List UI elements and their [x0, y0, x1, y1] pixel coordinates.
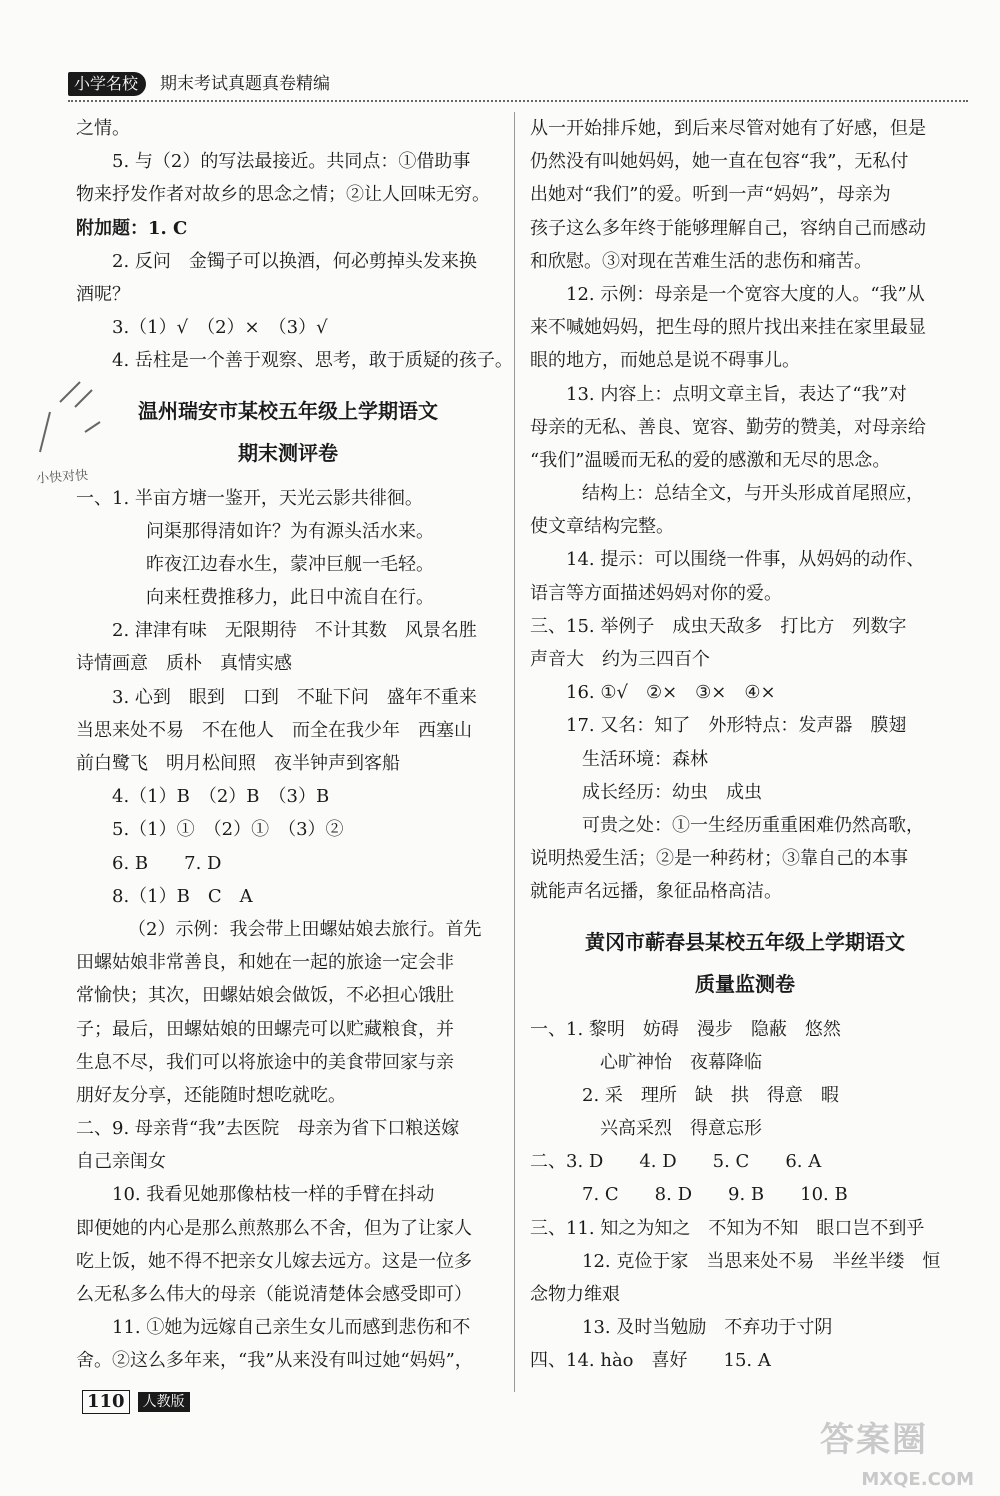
answer-line: 子；最后，田螺姑娘的田螺壳可以贮藏粮食，并: [76, 1018, 454, 1040]
answer-line: 么无私多么伟大的母亲（能说清楚体会感受即可）: [76, 1284, 472, 1305]
answer-line: 兴高采烈 得意忘形: [600, 1118, 762, 1140]
answer-line: 2. 采 理所 缺 拱 得意 暇: [582, 1084, 839, 1106]
handwritten-note: 小快对快: [35, 468, 89, 487]
section-heading: 黄冈市蕲春县某校五年级上学期语文: [585, 929, 905, 954]
answer-line: 3. 心到 眼到 口到 不耻下问 盛年不重来: [112, 686, 477, 708]
answer-line: 念物力维艰: [530, 1284, 620, 1305]
answer-line: 11. ①她为远嫁自己亲生女儿而感到悲伤和不: [112, 1317, 471, 1339]
answer-line: 之情。: [76, 118, 130, 139]
answer-line: 眼的地方，而她总是说不碍事儿。: [530, 350, 800, 372]
answer-line: 向来枉费推移力，此日中流自在行。: [146, 587, 434, 609]
answer-line: 诗情画意 质朴 真情实感: [76, 653, 292, 675]
answer-line: 4.（1）B （2）B （3）B: [112, 786, 330, 808]
answer-line: 即便她的内心是那么煎熬那么不舍，但为了让家人: [76, 1217, 472, 1239]
answer-line: 田螺姑娘非常善良，和她在一起的旅途一定会非: [76, 952, 454, 974]
answer-line: 常愉快；其次，田螺姑娘会做饭，不必担心饿肚: [76, 985, 454, 1007]
answer-line: 吃上饭，她不得不把亲女儿嫁去远方。这是一位多: [76, 1250, 472, 1272]
watermark-url: MXQE.COM: [861, 1469, 974, 1490]
answer-line: 自己亲闺女: [76, 1151, 166, 1173]
answer-line: 13. 内容上：点明文章主旨，表达了“我”对: [566, 383, 907, 405]
answer-line: 声音大 约为三四百个: [530, 649, 710, 670]
answer-line: 物来抒发作者对故乡的思念之情；②让人回味无穷。: [76, 184, 490, 206]
answer-line: 13. 及时当勉励 不弃功于寸阴: [582, 1317, 833, 1339]
answer-line: 舍。②这么多年来，“我”从来没有叫过她“妈妈”，: [76, 1350, 473, 1372]
answer-line: 5. 与（2）的写法最接近。共同点：①借助事: [112, 151, 471, 173]
answer-line: 14. 提示：可以围绕一件事，从妈妈的动作、: [566, 549, 925, 571]
answer-line: 三、15. 举例子 成虫天敌多 打比方 列数字: [530, 615, 907, 637]
answer-line: （2）示例：我会带上田螺姑娘去旅行。首先: [128, 918, 482, 940]
answer-line: 17. 又名：知了 外形特点：发声器 膜翅: [566, 715, 907, 737]
watermark-text: 答案圈: [820, 1420, 928, 1460]
answer-line: 当思来处不易 不在他人 而全在我少年 西塞山: [76, 719, 472, 741]
page-footer: [82, 1390, 190, 1416]
answer-line: 朋好友分享，还能随时想吃就吃。: [76, 1084, 346, 1106]
answer-line: 心旷神怡 夜幕降临: [600, 1051, 762, 1073]
answer-line: 一、1. 黎明 妨碍 漫步 隐蔽 悠然: [530, 1018, 841, 1040]
section-subheading: 质量监测卷: [695, 971, 795, 996]
answer-line: 来不喊她妈妈，把生母的照片找出来挂在家里最显: [530, 317, 926, 339]
answer-line: 四、14. hào 喜好 15. A: [530, 1350, 771, 1372]
answer-line: 16. ①√ ②× ③× ④×: [566, 682, 776, 704]
answer-line: 和欣慰。③对现在苦难生活的悲伤和痛苦。: [530, 250, 872, 272]
answer-line: 12. 克俭于家 当思来处不易 半丝半缕 恒: [582, 1250, 941, 1272]
answer-line: 8.（1）B C A: [112, 885, 253, 907]
edition-badge: 人教版: [138, 1392, 190, 1412]
answer-line: 5.（1）① （2）① （3）②: [112, 819, 344, 841]
answer-line: 2. 津津有味 无限期待 不计其数 风景名胜: [112, 620, 477, 642]
page-header: [68, 70, 968, 102]
section-subheading: 期末测评卷: [238, 440, 338, 465]
answer-line: 昨夜江边春水生，蒙冲巨舰一毛轻。: [146, 553, 434, 575]
answer-line: 二、9. 母亲背“我”去医院 母亲为省下口粮送嫁: [76, 1118, 460, 1140]
answer-line: 酒呢？: [76, 283, 130, 305]
answer-line: 前白鹭飞 明月松间照 夜半钟声到客船: [76, 753, 400, 774]
answer-line: 一、1. 半亩方塘一鉴开，天光云影共徘徊。: [76, 487, 423, 509]
series-brand-label: 小学名校: [68, 72, 146, 96]
column-divider: [514, 112, 515, 1392]
answer-line: 2. 反问 金镯子可以换酒，何必剪掉头发来换: [112, 250, 477, 272]
answer-line: 母亲的无私、善良、宽容、勤劳的赞美，对母亲给: [530, 416, 926, 438]
answer-line: 三、11. 知之为知之 不知为不知 眼口岂不到乎: [530, 1217, 925, 1239]
answer-line: 结构上：总结全文，与开头形成首尾照应，: [582, 483, 924, 505]
watermark-logo: [820, 1412, 980, 1492]
answer-line: 6. B 7. D: [112, 852, 222, 874]
answer-line: 就能声名远播，象征品格高洁。: [530, 881, 782, 903]
answer-line: 附加题：1. C: [76, 217, 188, 239]
answer-line: 7. C 8. D 9. B 10. B: [582, 1184, 848, 1206]
answer-line: “我们”温暖而无私的爱的感激和无尽的思念。: [530, 449, 891, 471]
answer-line: 3.（1）√ （2）× （3）√: [112, 317, 328, 339]
right-column: [530, 112, 960, 1378]
section-heading: 温州瑞安市某校五年级上学期语文: [138, 398, 438, 423]
answer-line: 4. 岳柱是一个善于观察、思考，敢于质疑的孩子。: [112, 350, 513, 372]
answer-line: 生息不尽，我们可以将旅途中的美食带回家与亲: [76, 1051, 454, 1073]
answer-line: 孩子这么多年终于能够理解自己，容纳自己而感动: [530, 217, 926, 239]
book-title: 期末考试真题真卷精编: [160, 74, 330, 94]
answer-line: 从一开始排斥她，到后来尽管对她有了好感，但是: [530, 118, 926, 139]
answer-line: 说明热爱生活；②是一种药材；③靠自己的本事: [530, 848, 908, 870]
answer-line: 使文章结构完整。: [530, 516, 674, 538]
answer-line: 问渠那得清如许？为有源头活水来。: [146, 520, 434, 542]
answer-line: 可贵之处：①一生经历重重困难仍然高歌，: [582, 814, 924, 836]
answer-line: 出她对“我们”的爱。听到一声“妈妈”，母亲为: [530, 184, 891, 206]
answer-line: 生活环境：森林: [582, 748, 708, 770]
answer-line: 仍然没有叫她妈妈，她一直在包容“我”，无私付: [530, 151, 909, 173]
page-number: 110: [82, 1390, 130, 1414]
answer-line: 语言等方面描述妈妈对你的爱。: [530, 582, 782, 604]
answer-line: 成长经历：幼虫 成虫: [582, 781, 762, 803]
answer-line: 12. 示例：母亲是一个宽容大度的人。“我”从: [566, 283, 925, 305]
answer-line: 10. 我看见她那像枯枝一样的手臂在抖动: [112, 1184, 435, 1206]
left-column: [76, 112, 513, 1378]
answer-line: 二、3. D 4. D 5. C 6. A: [530, 1151, 822, 1173]
